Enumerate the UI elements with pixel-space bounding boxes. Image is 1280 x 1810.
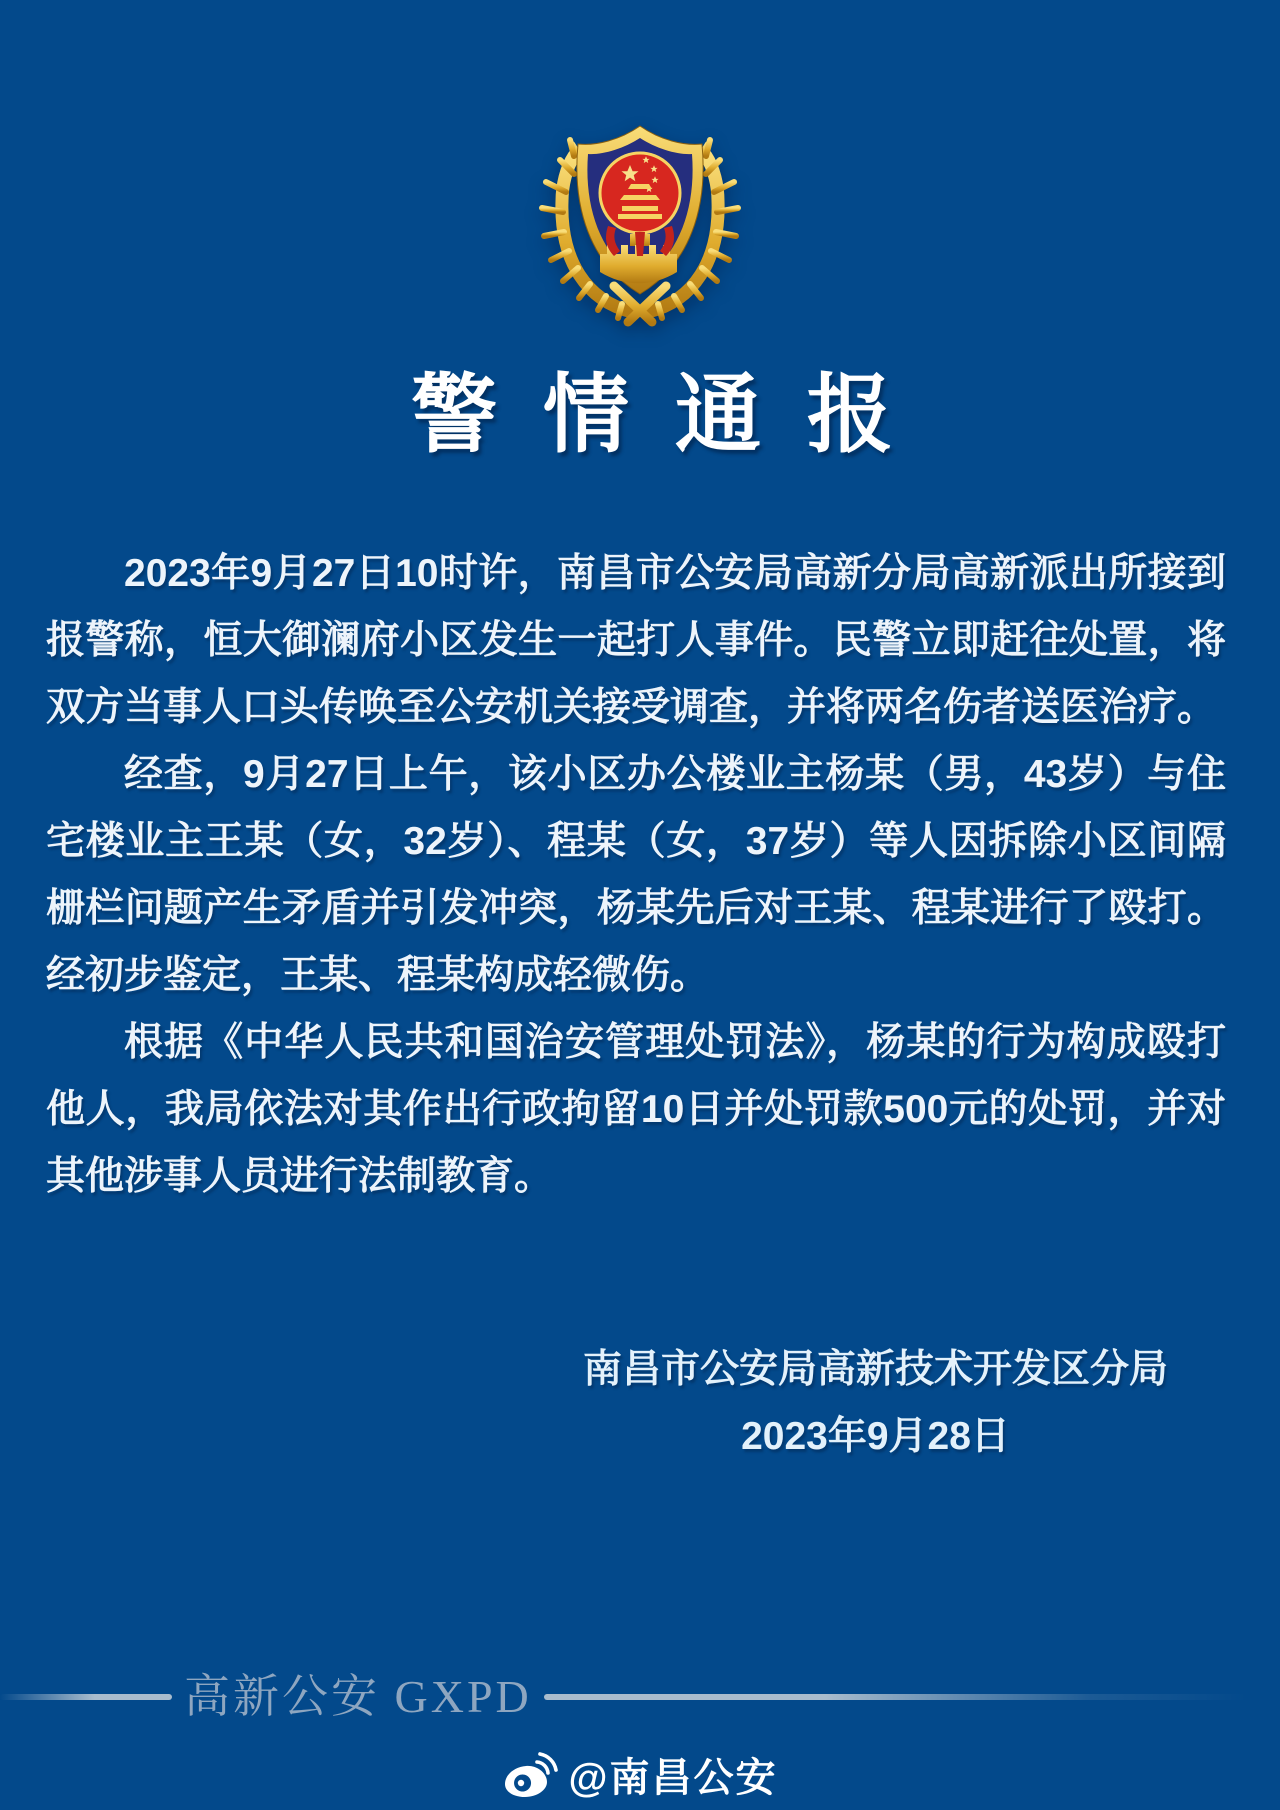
body-paragraph-3: 根据《中华人民共和国治安管理处罚法》，杨某的行为构成殴打他人，我局依法对其作出行政拘留10日并处罚款500元的处罚，并对其他涉事人员进行法制教育。: [46, 1021, 1226, 1198]
weibo-icon: [502, 1752, 558, 1798]
signature-block: [583, 1336, 1168, 1470]
divider-line-right: [544, 1694, 1246, 1700]
body-paragraph-2: 经查，9月27日上午，该小区办公楼业主杨某（男，43岁）与住宅楼业主王某（女，32岁）、程某（女，37岁）等人因拆除小区间隔栅栏问题产生矛盾并引发冲突，杨某先后对王某、程某进行了殴打。经初步鉴定，王某、程某构成轻微伤。: [46, 753, 1226, 997]
footer-watermark: [0, 1668, 1280, 1726]
weibo-credit: [0, 1746, 1280, 1803]
divider-line-left: [0, 1694, 172, 1700]
weibo-handle: @南昌公安: [568, 1756, 778, 1800]
notice-body: [46, 540, 1226, 1210]
issuing-agency: 南昌市公安局高新技术开发区分局: [582, 1348, 1168, 1391]
issue-date: 2023年9月28日: [741, 1415, 1010, 1458]
watermark-text: 高新公安 GXPD: [184, 1671, 532, 1722]
notice-title: 警 情 通 报: [411, 367, 893, 463]
body-paragraph-1: 2023年9月27日10时许，南昌市公安局高新分局高新派出所接到报警称，恒大御澜府小区发生一起打人事件。民警立即赶往处置，将双方当事人口头传唤至公安机关接受调查，并将两名伤者送医治疗。: [46, 552, 1226, 729]
police-badge-icon: [532, 96, 748, 328]
